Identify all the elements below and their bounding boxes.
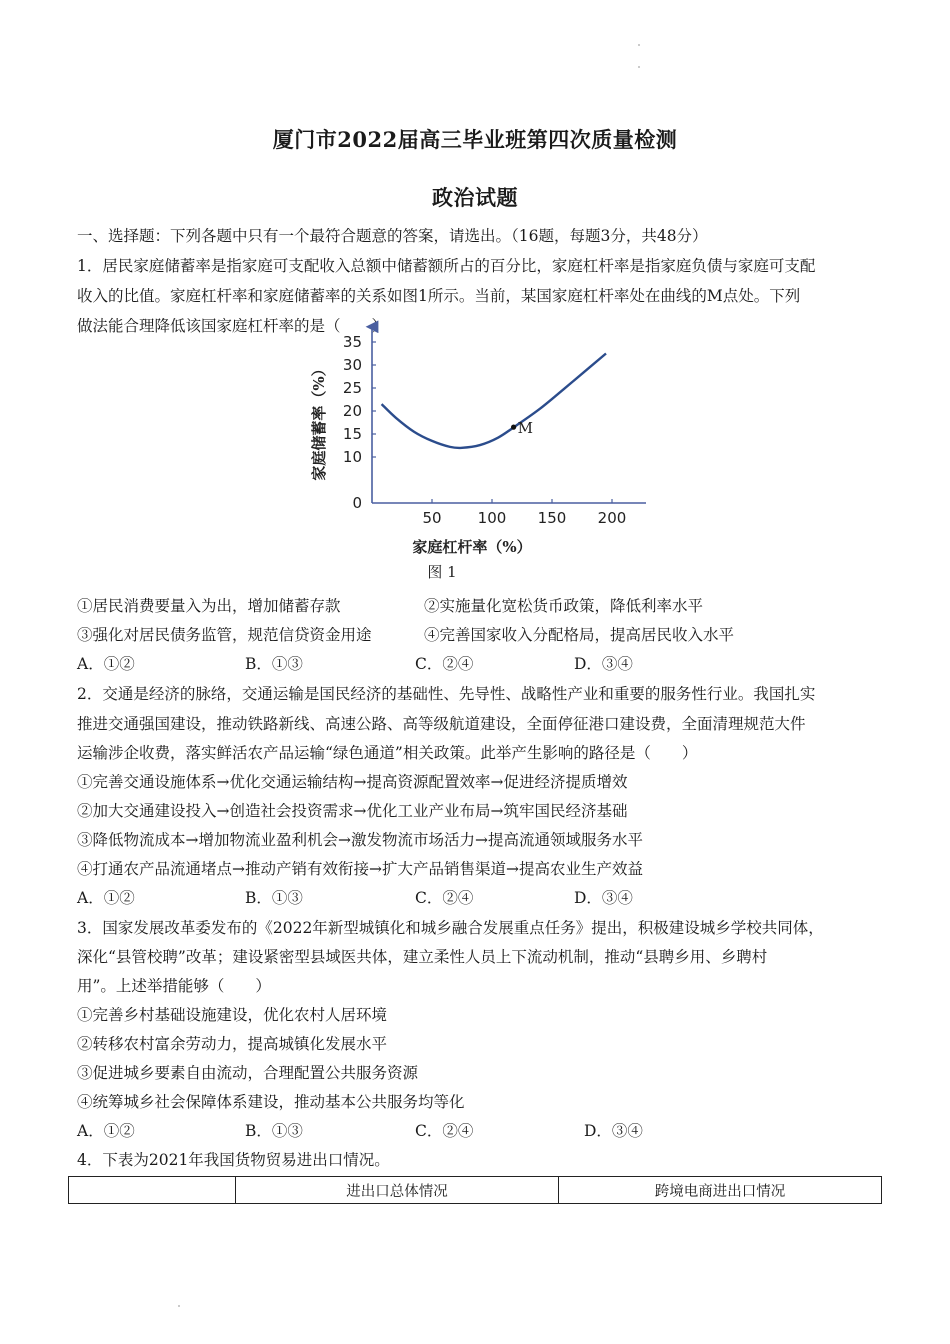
q1-option-3: ③强化对居民债务监管，规范信贷资金用途 [77,626,372,644]
q1-answer-b: B．①③ [245,655,303,673]
q4-table-header-overall: 进出口总体情况 [236,1177,559,1203]
y-tick-label: 10 [342,448,362,466]
q1-answer-d: D．③④ [574,655,633,673]
y-tick-label: 35 [342,333,362,351]
q4-table-header-cross-border: 跨境电商进出口情况 [654,1183,786,1200]
q1-stem-line-3: 做法能合理降低该国家庭杠杆率的是（ ） [77,317,388,335]
q2-answer-b: B．①③ [245,889,303,907]
x-tick-label: 50 [422,509,442,527]
q3-stem-line-3: 用”。上述举措能够（ ） [77,977,271,995]
q1-option-4: ④完善国家收入分配格局，提高居民收入水平 [424,626,735,644]
q1-option-2: ②实施量化宽松货币政策，降低利率水平 [424,597,704,615]
q3-answer-c: C．②④ [415,1122,474,1140]
q2-stem-line-1: 2．交通是经济的脉络，交通运输是国民经济的基础性、先导性、战略性产业和重要的服务性行业。我国扎实 [77,685,816,703]
q1-answer-a: A．①② [77,655,135,673]
y-tick-label: 20 [342,402,362,420]
q3-option-3: ③促进城乡要素自由流动，合理配置公共服务资源 [77,1064,419,1082]
q4-table-header-row [68,1176,882,1204]
q3-answer-a: A．①② [77,1122,135,1140]
x-axis-title: 家庭杠杆率（%） [412,538,532,556]
q1-stem-line-2: 收入的比值。家庭杠杆率和家庭储蓄率的关系如图1所示。当前，某国家庭杠杆率处在曲线的M点处。下列 [77,287,801,305]
q1-answer-c: C．②④ [415,655,474,673]
page-subtitle: 政治试题 [432,185,518,210]
scan-speck-top [638,44,640,46]
page-title: 厦门市2022届高三毕业班第四次质量检测 [272,127,678,152]
q2-answer-a: A．①② [77,889,135,907]
point-m-label: M [517,419,533,438]
q1-stem-line-1: 1．居民家庭储蓄率是指家庭可支配收入总额中储蓄额所占的百分比，家庭杠杆率是指家庭负债与家庭可支配 [77,257,816,275]
q4-stem: 4．下表为2021年我国货物贸易进出口情况。 [77,1151,390,1169]
x-tick-label: 150 [537,509,567,527]
q2-answer-d: D．③④ [574,889,633,907]
scan-speck-top-2 [638,66,640,68]
y-tick-label: 15 [342,425,362,443]
savings-curve-line [382,354,606,448]
y-tick-label: 25 [342,379,362,397]
y-tick-label: 0 [352,494,362,512]
q2-stem-line-2: 推进交通强国建设，推动铁路新线、高速公路、高等级航道建设，全面停征港口建设费，全面清理规范大件 [77,715,806,733]
q2-option-4: ④打通农产品流通堵点→推动产销有效衔接→扩大产品销售渠道→提高农业生产效益 [77,860,643,878]
scan-speck-bottom [178,1305,180,1307]
q3-stem-line-2: 深化“县管校聘”改革；建设紧密型县域医共体，建立柔性人员上下流动机制，推动“县聘乡用、乡聘村 [77,948,768,966]
q4-table-header-empty [69,1177,236,1203]
q3-answer-b: B．①③ [245,1122,303,1140]
figure-caption: 图 1 [427,563,457,581]
section-instructions: 一、选择题：下列各题中只有一个最符合题意的答案，请选出。（16题，每题3分，共48分） [77,227,708,245]
q3-option-2: ②转移农村富余劳动力，提高城镇化发展水平 [77,1035,388,1053]
q3-answer-d: D．③④ [584,1122,643,1140]
q2-option-3: ③降低物流成本→增加物流业盈利机会→激发物流市场活力→提高流通领域服务水平 [77,831,643,849]
q2-option-1: ①完善交通设施体系→优化交通运输结构→提高资源配置效率→促进经济提质增效 [77,773,628,791]
q3-option-4: ④统筹城乡社会保障体系建设，推动基本公共服务均等化 [77,1093,465,1111]
x-tick-label: 200 [597,509,627,527]
q3-option-1: ①完善乡村基础设施建设，优化农村人居环境 [77,1006,388,1024]
q2-stem-line-3: 运输涉企收费，落实鲜活农产品运输“绿色通道”相关政策。此举产生影响的路径是（ ） [77,744,698,762]
x-tick-label: 100 [477,509,507,527]
q2-answer-c: C．②④ [415,889,474,907]
figure-1-chart [300,333,640,581]
q3-stem-line-1: 3．国家发展改革委发布的《2022年新型城镇化和城乡融合发展重点任务》提出，积极建设城乡学校共同体， [77,919,824,937]
y-tick-label: 30 [342,356,362,374]
q2-option-2: ②加大交通建设投入→创造社会投资需求→优化工业产业布局→筑牢国民经济基础 [77,802,628,820]
q1-option-1: ①居民消费要量入为出，增加储蓄存款 [77,597,341,615]
point-m-marker [511,425,516,430]
y-axis-title: 家庭储蓄率（%） [310,361,328,481]
